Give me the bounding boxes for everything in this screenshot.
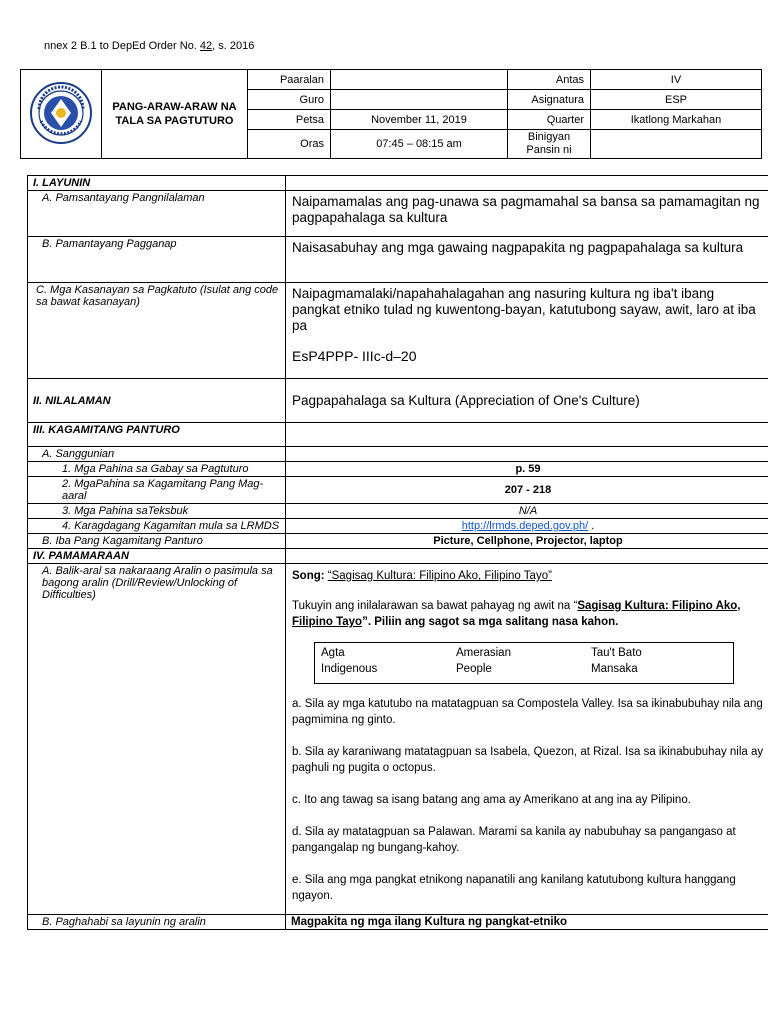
balik-aral-label: A. Balik-aral sa nakaraang Aralin o pasimula sa bagong aralin (Drill/Review/Unlocking of Difficulties)	[28, 564, 286, 915]
sanggunian-label: A. Sanggunian	[28, 447, 286, 462]
oras-value: 07:45 – 08:15 am	[331, 130, 508, 159]
question-item: e. Sila ang mga pangkat etnikong napanatili ang kanilang katutubong kultura hanggang ngayon.	[292, 874, 736, 902]
pamantayang-pangnilalaman-label: A. Pamsantayang Pangnilalaman	[28, 191, 286, 237]
kagamitan-heading: III. KAGAMITANG PANTURO	[28, 423, 286, 447]
pamamaraan-heading: IV. PAMAMARAAN	[28, 549, 286, 564]
binigyan-value	[591, 130, 762, 159]
lrmds-link[interactable]: http://lrmds.deped.gov.ph/	[461, 520, 589, 532]
lrmds-cell	[286, 519, 768, 534]
instructions	[292, 598, 764, 630]
choice-item: Amerasian	[456, 647, 511, 659]
lrmds-after: .	[588, 520, 595, 532]
paaralan-label: Paaralan	[248, 70, 331, 90]
kasanayan-value: Naipagmamalaki/napahahalagahan ang nasuring kultura ng iba't ibang pangkat etniko tulad ng kuwentong-bayan, katutubong sayaw, awit, laro at iba pa	[292, 286, 756, 333]
balik-aral-content	[286, 564, 768, 915]
kagamitang-mag-aaral-label: 2. MgaPahina sa Kagamitang Pang Mag-aaral	[28, 477, 286, 504]
quarter-value: Ikatlong Markahan	[591, 110, 762, 130]
petsa-label: Petsa	[248, 110, 331, 130]
choices-box	[314, 642, 734, 684]
antas-label: Antas	[508, 70, 591, 90]
binigyan-label: Binigyan Pansin ni	[508, 130, 591, 159]
deped-seal-icon	[29, 81, 93, 145]
annex-prefix: nnex 2 B.1 to DepEd Order No.	[44, 40, 200, 52]
lrmds-label: 4. Karagdagang Kagamitan mula sa LRMDS	[28, 519, 286, 534]
choice-item: Mansaka	[591, 663, 638, 675]
iba-pang-kagamitan-label: B. Iba Pang Kagamitang Panturo	[28, 534, 286, 549]
instr-title: Sagisag Kultura: Filipino Ako, Filipino Tayo	[292, 600, 741, 628]
paaralan-value	[331, 70, 508, 90]
quarter-label: Quarter	[508, 110, 591, 130]
annex-header	[44, 40, 254, 52]
kasanayan-label: C. Mga Kasanayan sa Pagkatuto (Isulat ang code sa bawat kasanayan)	[28, 283, 286, 379]
annex-suffix: , s. 2016	[212, 40, 255, 52]
logo-cell	[21, 70, 102, 159]
guro-value	[331, 90, 508, 110]
lesson-plan-table	[27, 175, 768, 930]
gabay-label: 1. Mga Pahina sa Gabay sa Pagtuturo	[28, 462, 286, 477]
choice-item: People	[456, 663, 492, 675]
instr-pre: Tukuyin ang inilalarawan sa bawat pahayag ng awit na “	[292, 600, 578, 612]
oras-label: Oras	[248, 130, 331, 159]
kasanayan-cell	[286, 283, 768, 379]
question-item: d. Sila ay matatagpuan sa Palawan. Marami sa kanila ay nabubuhay sa pangangaso at pangangalap ng bungang-kahoy.	[292, 826, 736, 854]
nilalaman-value: Pagpapahalaga sa Kultura (Appreciation of One's Culture)	[286, 379, 768, 423]
asignatura-label: Asignatura	[508, 90, 591, 110]
order-number: 42	[199, 40, 213, 52]
choice-item: Tau't Bato	[591, 647, 642, 659]
pamantayang-pagganap-label: B. Pamantayang Pagganap	[28, 237, 286, 283]
question-item: a. Sila ay mga katutubo na matatagpuan sa Compostela Valley. Isa sa ikinabubuhay nila ang pagmimina ng ginto.	[292, 698, 763, 726]
paghahabi-value: Magpakita ng mga ilang Kultura ng pangkat-etniko	[286, 915, 768, 930]
form-title: PANG-ARAW-ARAW NA TALA SA PAGTUTURO	[102, 70, 248, 159]
nilalaman-heading: II. NILALAMAN	[28, 379, 286, 423]
choice-item: Agta	[321, 647, 345, 659]
song-label: Song:	[292, 570, 328, 582]
pamantayang-pangnilalaman-value: Naipamamalas ang pag-unawa sa pagmamahal sa bansa sa pamamagitan ng pagpapahalaga sa kultura	[286, 191, 768, 237]
choice-item: Indigenous	[321, 663, 378, 675]
asignatura-value: ESP	[591, 90, 762, 110]
question-item: c. Ito ang tawag sa isang batang ang ama ay Amerikano at ang ina ay Pilipino.	[292, 794, 691, 806]
gabay-value: p. 59	[286, 462, 768, 477]
iba-pang-kagamitan-value: Picture, Cellphone, Projector, laptop	[286, 534, 768, 549]
header-table	[20, 69, 762, 159]
question-item: b. Sila ay karaniwang matatagpuan sa Isabela, Quezon, at Rizal. Isa sa ikinabubuhay nila ay paghuli ng pugita o octopus.	[292, 746, 764, 774]
antas-value: IV	[591, 70, 762, 90]
teksbuk-value: N/A	[286, 504, 768, 519]
petsa-value: November 11, 2019	[331, 110, 508, 130]
guro-label: Guro	[248, 90, 331, 110]
teksbuk-label: 3. Mga Pahina saTeksbuk	[28, 504, 286, 519]
song-title: “Sagisag Kultura: Filipino Ako, Filipino Tayo”	[327, 570, 552, 582]
kagamitang-mag-aaral-value: 207 - 218	[286, 477, 768, 504]
instr-post: ”. Piliin ang sagot sa mga salitang nasa kahon.	[362, 616, 619, 628]
paghahabi-label: B. Paghahabi sa layunin ng aralin	[28, 915, 286, 930]
layunin-heading: I. LAYUNIN	[28, 176, 286, 191]
kasanayan-code: EsP4PPP- IIIc-d–20	[292, 348, 417, 364]
song-line	[292, 568, 764, 584]
pamantayang-pagganap-value: Naisasabuhay ang mga gawaing nagpapakita ng pagpapahalaga sa kultura	[286, 237, 768, 283]
